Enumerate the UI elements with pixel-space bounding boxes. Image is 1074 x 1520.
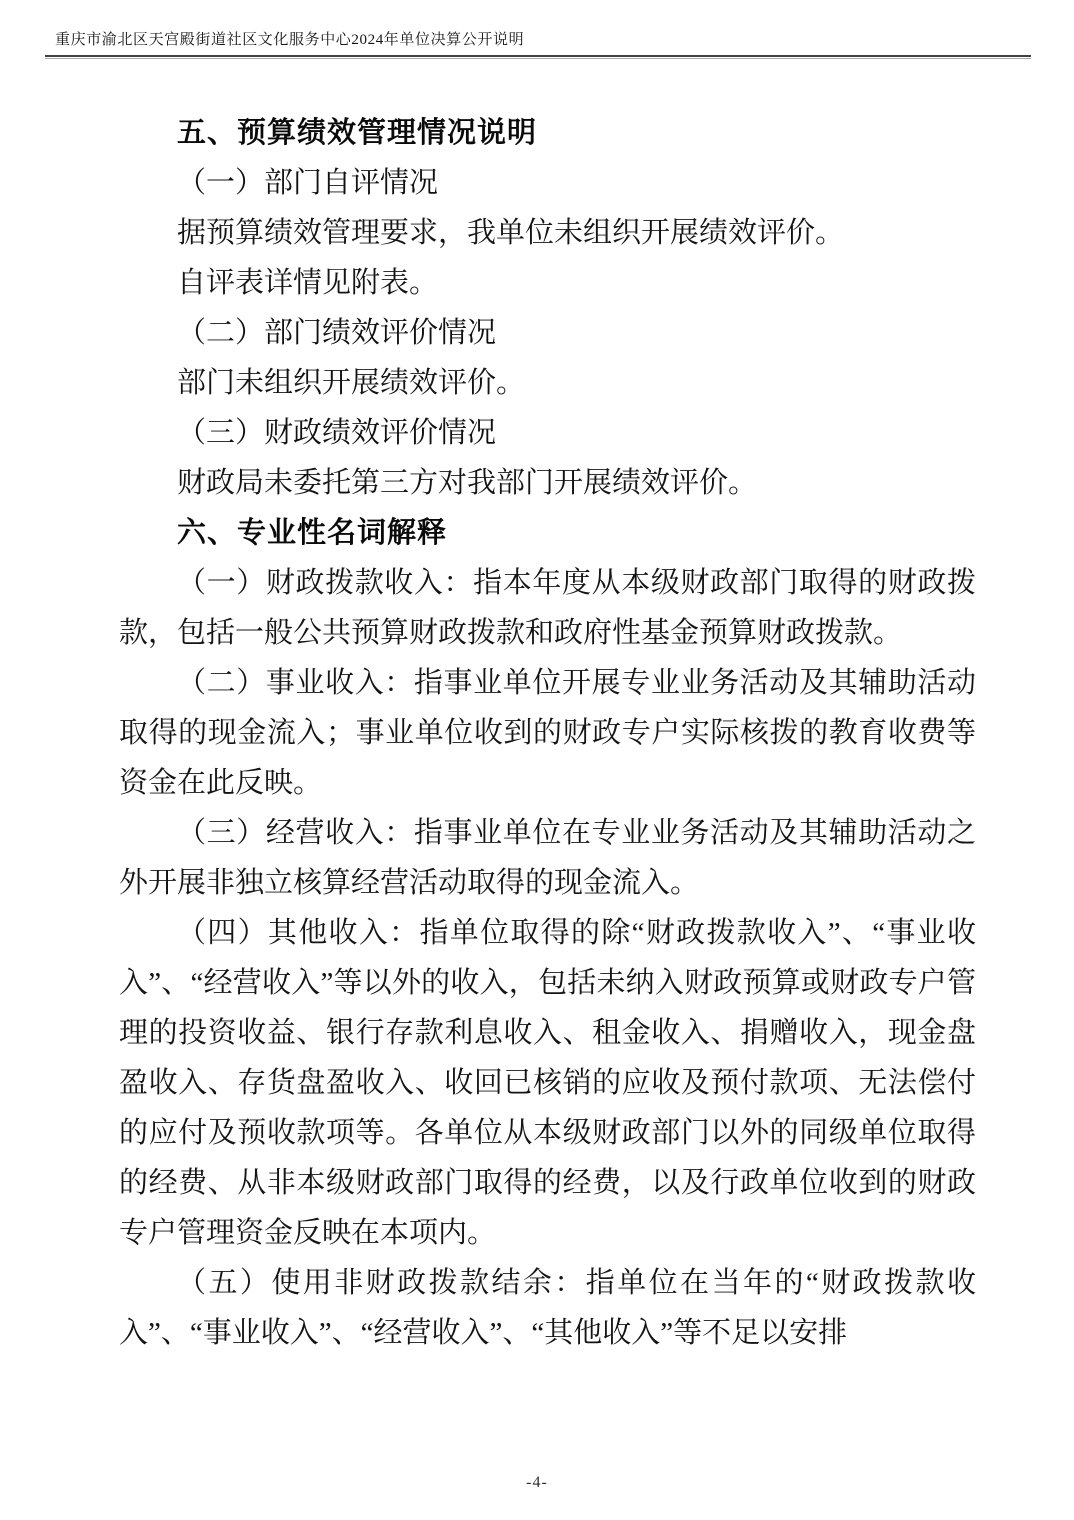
header-rule [45, 55, 1031, 59]
paragraph: 据预算绩效管理要求，我单位未组织开展绩效评价。 [177, 217, 845, 249]
term-definition-1: （一）财政拨款收入：指本年度从本级财政部门取得的财政拨款，包括一般公共预算财政拨款和政府性基金预算财政拨款。 [119, 567, 976, 649]
term-definition-3: （三）经营收入：指事业单位在专业业务活动及其辅助活动之外开展非独立核算经营活动取得的现金流入。 [119, 817, 976, 899]
section-heading-6: 六、专业性名词解释 [177, 517, 448, 549]
paragraph: 财政局未委托第三方对我部门开展绩效评价。 [177, 467, 758, 499]
paragraph: 自评表详情见附表。 [177, 267, 439, 299]
page-footer [0, 1474, 1074, 1492]
section-heading-5: 五、预算绩效管理情况说明 [177, 117, 538, 149]
term-definition-5: （五）使用非财政拨款结余：指单位在当年的“财政拨款收入”、“事业收入”、“经营收入”、“其他收入”等不足以安排 [119, 1267, 976, 1349]
subsection-heading-5-3: （三）财政绩效评价情况 [177, 417, 497, 449]
running-header-title: 重庆市渝北区天宫殿街道社区文化服务中心2024年单位决算公开说明 [55, 32, 525, 48]
paragraph: 部门未组织开展绩效评价。 [177, 367, 526, 399]
document-body [119, 108, 976, 1358]
page-number: -4- [526, 1474, 548, 1491]
subsection-heading-5-1: （一）部门自评情况 [177, 167, 439, 199]
page-header [45, 28, 1031, 59]
term-definition-2: （二）事业收入：指事业单位开展专业业务活动及其辅助活动取得的现金流入；事业单位收到的财政专户实际核拨的教育收费等资金在此反映。 [119, 667, 976, 799]
term-definition-4: （四）其他收入：指单位取得的除“财政拨款收入”、“事业收入”、“经营收入”等以外的收入，包括未纳入财政预算或财政专户管理的投资收益、银行存款利息收入、租金收入、捐赠收入，现金盘盈收入、存货盘盈收入、收回已核销的应收及预付款项、无法偿付的应付及预收款项等。各单位从本级财政部门以外的同级单位取得的经费、从非本级财政部门取得的经费，以及行政单位收到的财政专户管理资金反映在本项内。 [119, 917, 976, 1249]
subsection-heading-5-2: （二）部门绩效评价情况 [177, 317, 497, 349]
